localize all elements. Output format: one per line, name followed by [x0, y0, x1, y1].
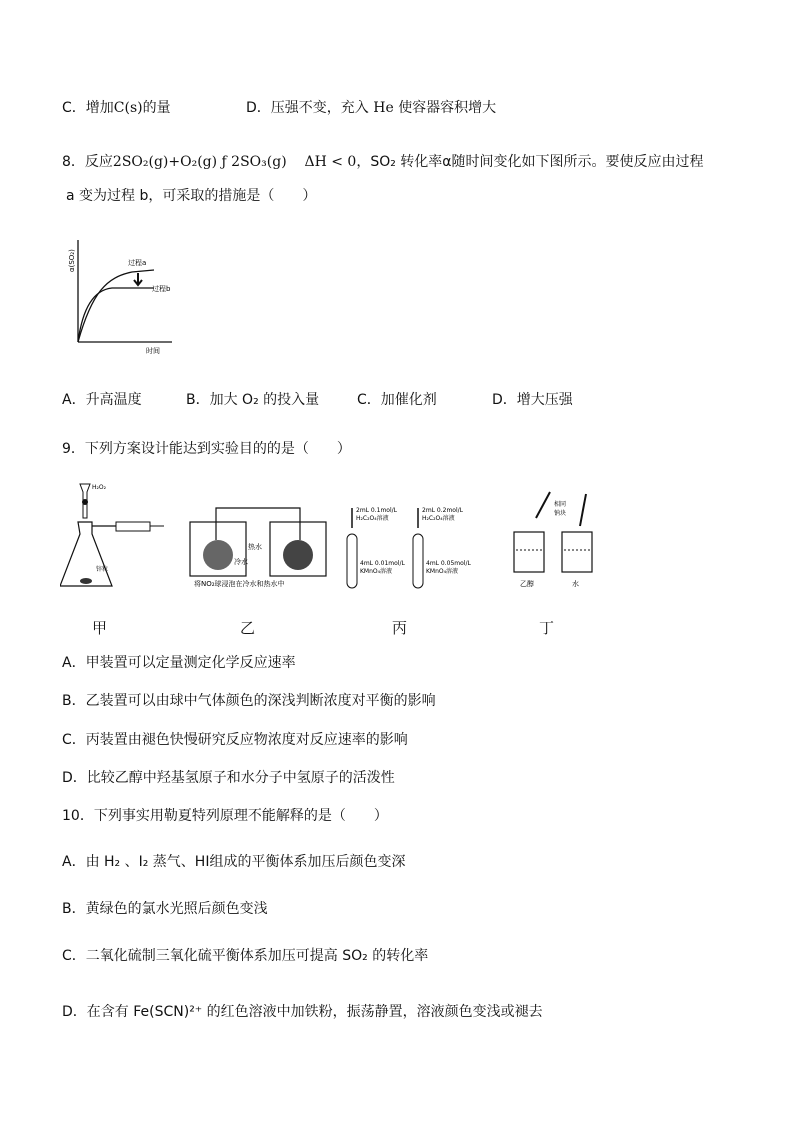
yi-no2-ball-right	[283, 540, 313, 570]
ding-ethanol-label: 乙醇	[520, 580, 534, 588]
jia-h2o2-label: H₂O₂	[92, 484, 107, 491]
yi-connecting-tube	[216, 508, 300, 540]
bing-tube-right	[413, 534, 423, 588]
bing-right-top-2: H₂C₂O₄溶液	[422, 515, 455, 522]
jia-syringe	[116, 522, 150, 531]
down-arrow-icon	[134, 273, 142, 285]
q8-stem-mid: ，SO₂ 转化率α随时间变化如下图所示。要使反应由过程	[356, 154, 704, 170]
q9-apparatus-figure	[60, 478, 600, 598]
bing-left-top-2: H₂C₂O₄溶液	[356, 515, 389, 522]
apparatus-yi	[190, 508, 326, 588]
q8-option-b: B．加大 O₂ 的投入量	[186, 392, 320, 408]
q9-caption-bing: 丙	[392, 619, 408, 637]
ding-tweezer-right	[580, 494, 586, 526]
q8-option-a: A．升高温度	[62, 392, 142, 408]
q9-caption-yi: 乙	[240, 619, 256, 637]
jia-stopcock	[82, 499, 88, 505]
q7-option-d	[246, 98, 496, 118]
q8-option-d: D．增大压强	[492, 392, 573, 408]
q7-option-c-prefix: C．增加	[62, 100, 114, 116]
q8-curve-b-label: 过程b	[152, 285, 171, 293]
q9-option-b: B．乙装置可以由球中气体颜色的深浅判断浓度对平衡的影响	[62, 693, 436, 709]
bing-left-bottom-2: KMnO₄溶液	[360, 568, 393, 575]
q9-option-c: C．丙装置由褪色快慢研究反应物浓度对反应速率的影响	[62, 732, 408, 748]
q7-option-c	[62, 98, 171, 118]
bing-left-bottom-1: 4mL 0.01mol/L	[360, 560, 405, 567]
yi-no2-ball-left	[203, 540, 233, 570]
q8-option-c: C．加催化剂	[357, 392, 437, 408]
yi-cold-label: 冷水	[234, 558, 248, 566]
q7-option-c-suffix: 的量	[142, 100, 171, 116]
ding-water-label: 水	[572, 580, 579, 588]
bing-right-top-1: 2mL 0.2mol/L	[422, 507, 464, 514]
apparatus-jia	[60, 484, 164, 586]
ding-beaker-left	[514, 532, 544, 572]
bing-right-bottom-1: 4mL 0.05mol/L	[426, 560, 471, 567]
q10-option-b: B．黄绿色的氯水光照后颜色变浅	[62, 901, 268, 917]
ding-tweezer-left	[536, 492, 550, 518]
jia-zinc-label: 锌粒	[96, 566, 109, 573]
jia-zinc-granules	[80, 578, 92, 584]
apparatus-ding	[514, 492, 592, 588]
q10-option-a: A．由 H₂ 、I₂ 蒸气、HI组成的平衡体系加压后颜色变深	[62, 854, 406, 870]
q8-curve-b	[78, 288, 154, 342]
q9-option-d: D．比较乙醇中羟基氢原子和水分子中氢原子的活泼性	[62, 770, 395, 786]
ding-label-same: 相同	[554, 501, 567, 508]
yi-caption: 将NO₂球浸泡在冷水和热水中	[194, 580, 285, 588]
q8-curve-a-label: 过程a	[128, 259, 147, 267]
ding-label-sodium: 钠块	[554, 510, 567, 517]
jia-flask	[60, 522, 112, 586]
q7-option-c-formula: C(s)	[113, 100, 143, 116]
q8-graph-ylabel: α(SO₂)	[68, 249, 76, 272]
q9-option-a: A．甲装置可以定量测定化学反应速率	[62, 655, 296, 671]
q8-stem-prefix: 8．反应	[62, 154, 113, 170]
q9-caption-ding: 丁	[539, 619, 555, 637]
bing-left-top-1: 2mL 0.1mol/L	[356, 507, 398, 514]
q8-stem-line2: a 变为过程 b，可采取的措施是（ ）	[66, 188, 317, 204]
q8-reaction: 2SO₂(g)+O₂(g) ƒ 2SO₃(g)	[112, 154, 287, 170]
q9-caption-jia: 甲	[92, 619, 108, 637]
q10-stem: 10．下列事实用勒夏特列原理不能解释的是（ ）	[62, 808, 388, 824]
q7-option-d-prefix: D．压强不变，充入	[246, 100, 369, 116]
q10-option-d: D．在含有 Fe(SCN)²⁺ 的红色溶液中加铁粉，振荡静置，溶液颜色变浅或褪去	[62, 1004, 543, 1020]
apparatus-bing	[347, 507, 471, 588]
q7-option-d-suffix: 使容器容积增大	[398, 100, 497, 116]
bing-right-bottom-2: KMnO₄溶液	[426, 568, 459, 575]
q7-option-d-formula: He	[373, 100, 394, 116]
yi-hot-label: 热水	[248, 543, 262, 551]
ding-beaker-right	[562, 532, 592, 572]
q8-graph	[62, 232, 192, 357]
q9-stem: 9．下列方案设计能达到实验目的的是（ ）	[62, 441, 351, 457]
q8-delta-h: ΔH < 0	[304, 154, 357, 170]
q10-option-c: C．二氧化硫制三氧化硫平衡体系加压可提高 SO₂ 的转化率	[62, 948, 429, 964]
q8-graph-xlabel: 时间	[146, 347, 160, 355]
bing-tube-left	[347, 534, 357, 588]
q8-stem-line1	[62, 152, 704, 172]
